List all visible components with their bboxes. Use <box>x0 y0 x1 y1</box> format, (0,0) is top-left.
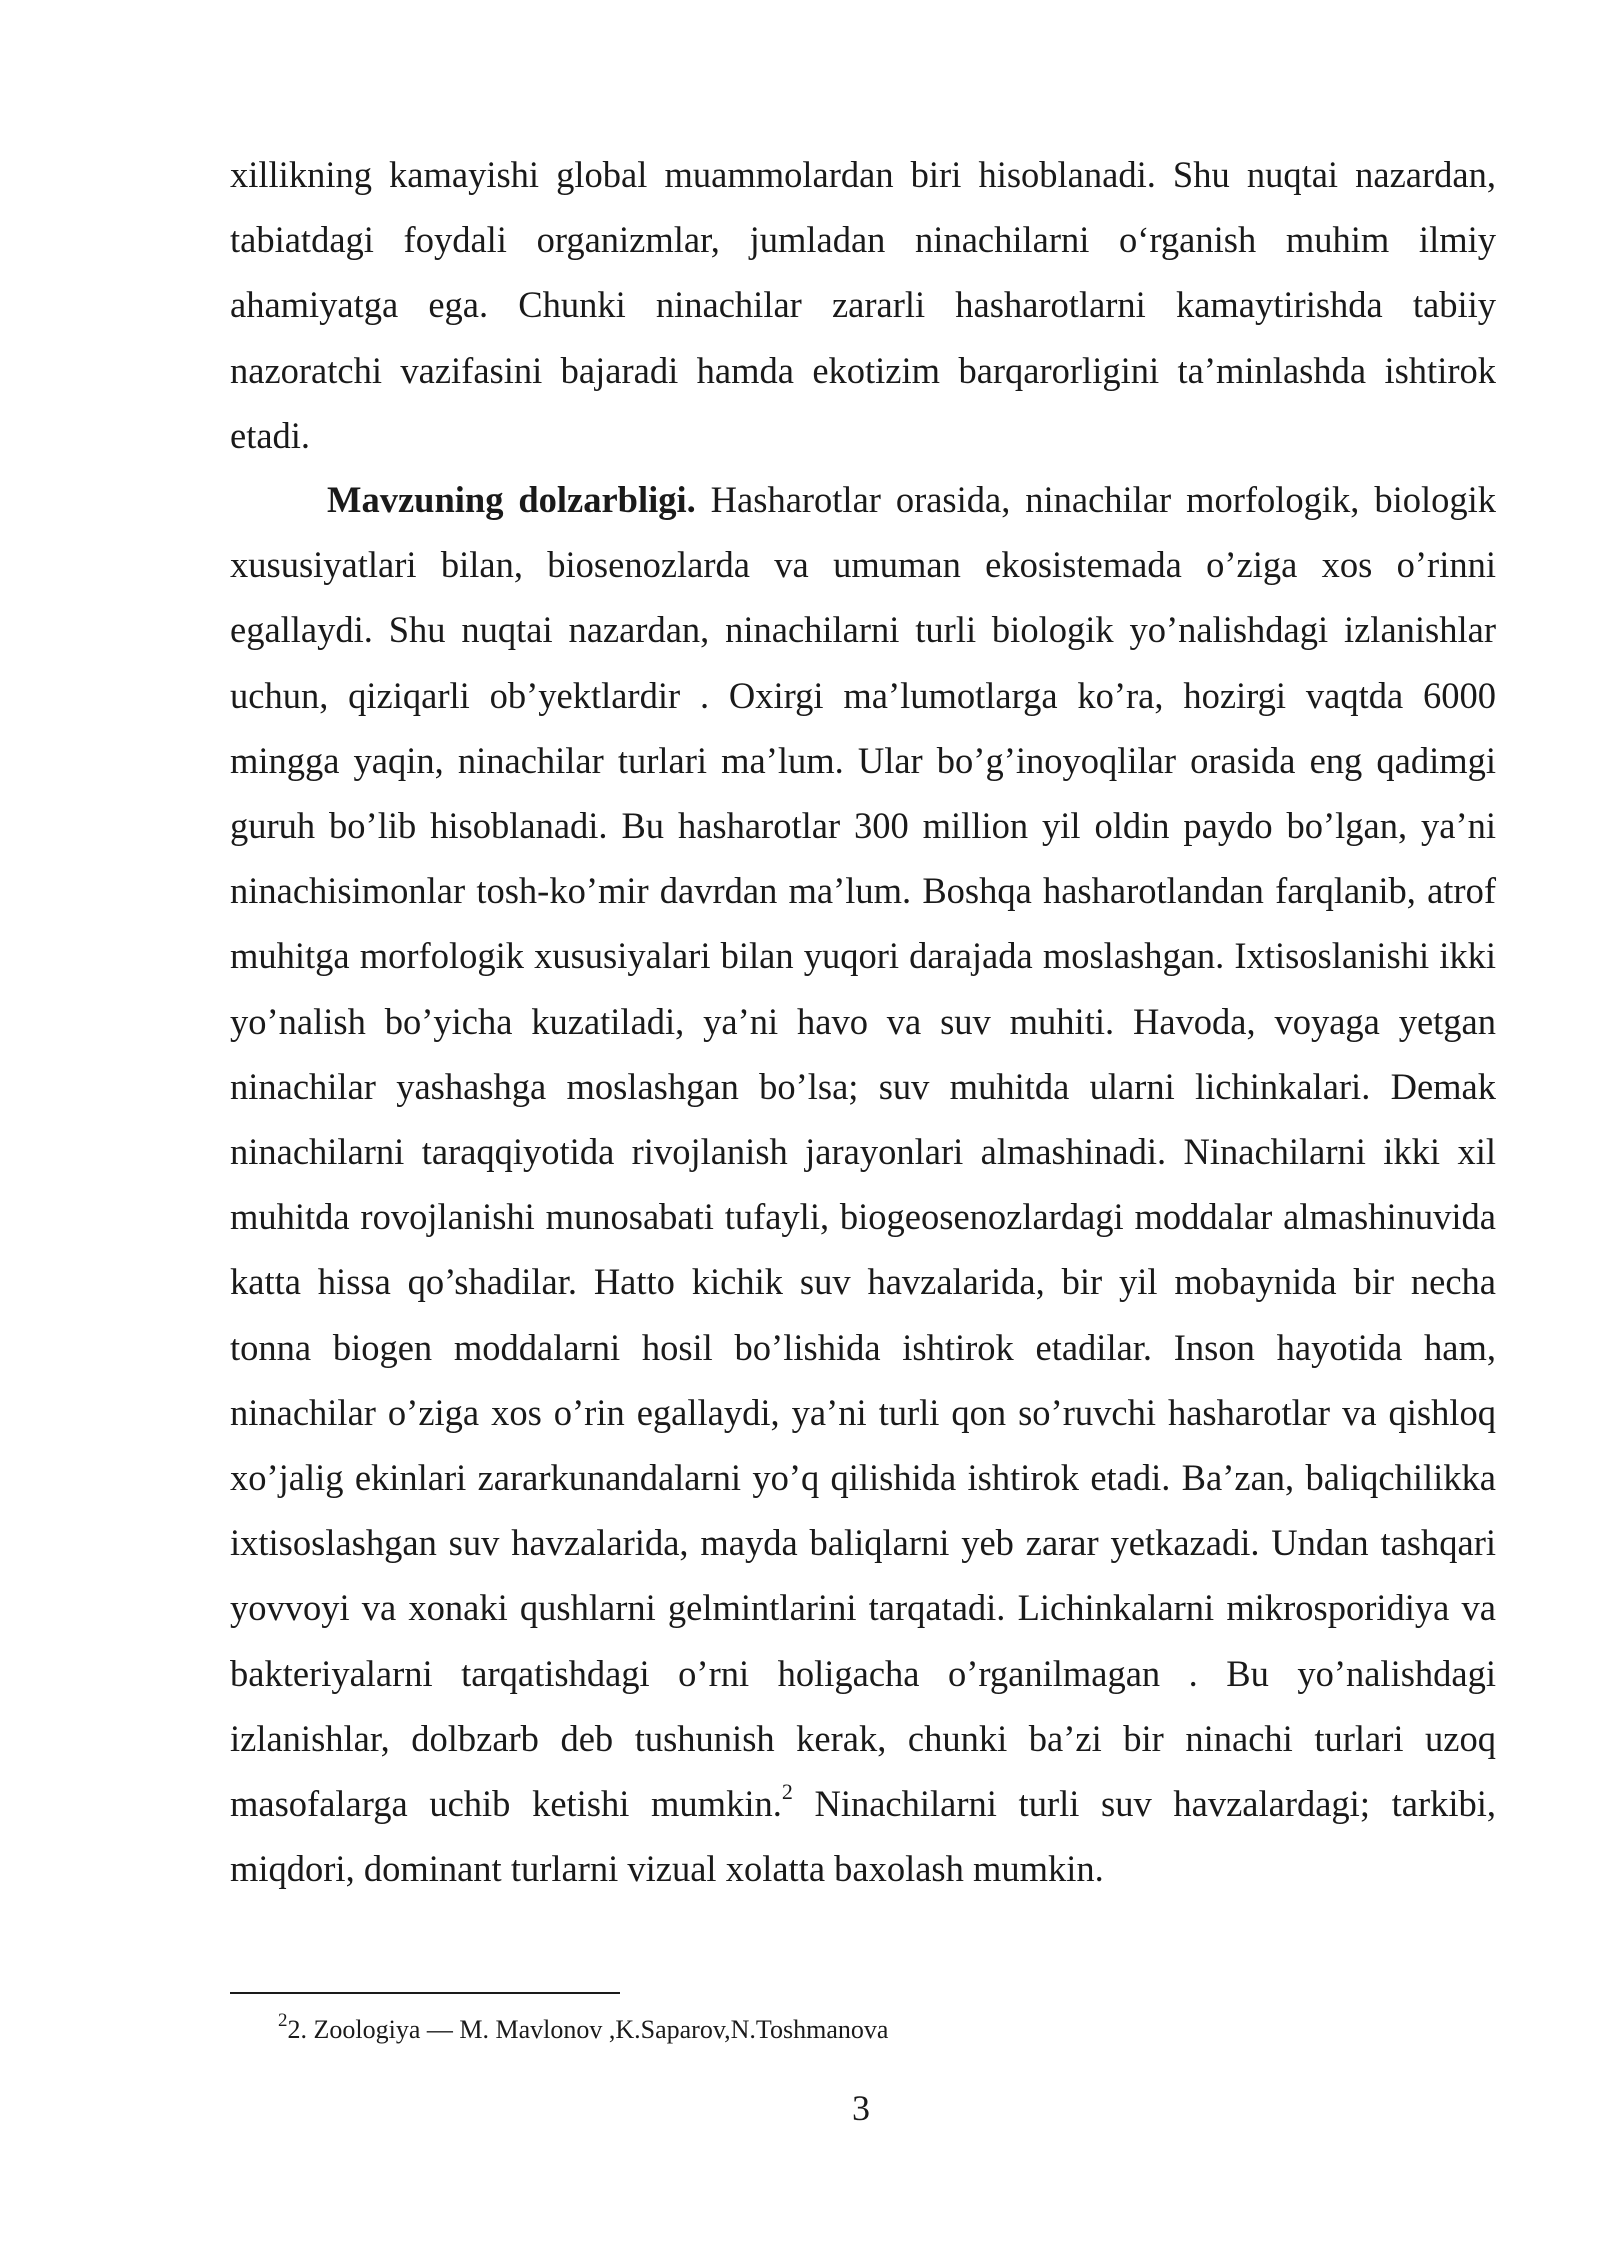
footnote-text: 2. Zoologiya — M. Mavlonov ,K.Saparov,N.Toshmanova <box>287 2015 889 2044</box>
paragraph-2-text-end: Ninachilarni turli suv havzalardagi; tarkibi, miqdori, dominant turlarni vizual xolatta baxolash mumkin. <box>230 1783 1496 1890</box>
footnote <box>278 2012 888 2048</box>
paragraph-2-text: Hasharotlar orasida, ninachilar morfologik, biologik xususiyatlari bilan, biosenozlarda va umuman ekosistemada o’ziga xos o’rinni egallaydi. Shu nuqtai nazardan, ninachilarni turli biologik yo’nalishdagi izlanishlar uchun, qiziqarli ob’yektlardir . Oxirgi ma’lumotlarga ko’ra, hozirgi vaqtda 6000 mingga yaqin, ninachilar turlari ma’lum. Ular bo’g’inoyoqlilar orasida eng qadimgi guruh bo’lib hisoblanadi. Bu hasharotlar 300 million yil oldin paydo bo’lgan, ya’ni ninachisimonlar tosh-ko’mir davrdan ma’lum. Boshqa hasharotlandan farqlanib, atrof muhitga morfologik xususiyalari bilan yuqori darajada moslashgan. Ixtisoslanishi ikki yo’nalish bo’yicha kuzatiladi, ya’ni havo va suv muhiti. Havoda, voyaga yetgan ninachilar yashashga moslashgan bo’lsa; suv muhitda ularni lichinkalari. Demak ninachilarni taraqqiyotida rivojlanish jarayonlari almashinadi. Ninachilarni ikki xil muhitda rovojlanishi munosabati tufayli, biogeosenozlardagi moddalar almashinuvida katta hissa qo’shadilar. Hatto kichik suv havzalarida, bir yil mobaynida bir necha tonna biogen moddalarni hosil bo’lishida ishtirok etadilar. Inson hayotida ham, ninachilar o’ziga xos o’rin egallaydi, ya’ni turli qon so’ruvchi hasharotlar va qishloq xo’jalig ekinlari zararkunandalarni yo’q qilishida ishtirok etadi. Ba’zan, baliqchilikka ixtisoslashgan suv havzalarida, mayda baliqlarni yeb zarar yetkazadi. Undan tashqari yovvoyi va xonaki qushlarni gelmintlarini tarqatadi. Lichinkalarni mikrosporidiya va bakteriyalarni tarqatishdagi o’rni holigacha o’rganilmagan . Bu yo’nalishdagi izlanishlar, dolbzarb deb tushunish kerak, chunki ba’zi bir ninachi turlari uzoq masofalarga uchib ketishi mumkin. <box>230 479 1496 1825</box>
footnote-marker: 2 <box>278 2010 288 2032</box>
page-number: 3 <box>852 2088 870 2128</box>
footnote-separator <box>230 1992 620 1994</box>
footnote-reference[interactable]: 2 <box>781 1778 793 1804</box>
paragraph-1-text: xillikning kamayishi global muammolardan biri hisoblanadi. Shu nuqtai nazardan, tabiatdagi foydali organizmlar, jumladan ninachilarni o‘rganish muhim ilmiy ahamiyatga ega. Chunki ninachilar zararli hasharotlarni kamaytirishda tabiiy nazoratchi vazifasini bajaradi hamda ekotizim barqarorligini ta’minlashda ishtirok etadi. <box>230 154 1496 456</box>
body-paragraph-2 <box>230 467 1496 1901</box>
body-paragraph-1 <box>230 142 1496 468</box>
section-heading: Mavzuning dolzarbligi. <box>327 479 696 520</box>
